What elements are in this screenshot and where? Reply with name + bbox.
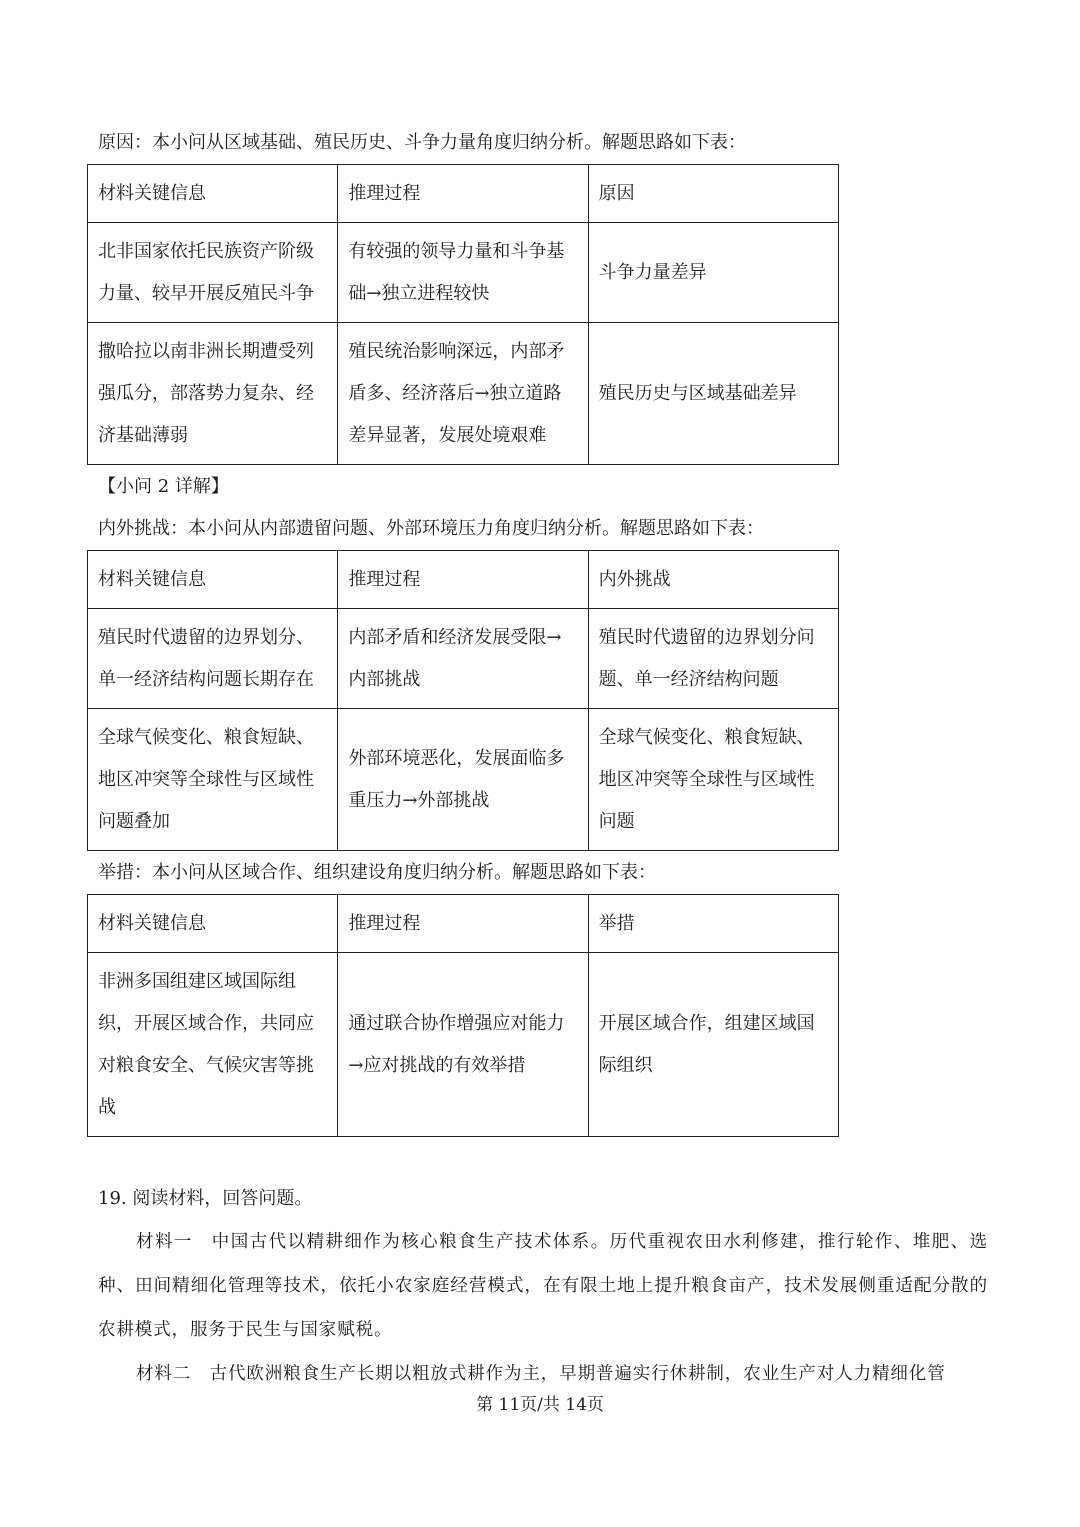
table-row [88, 323, 839, 465]
table-cell: 有较强的领导力量和斗争基础→独立进程较快 [338, 223, 588, 323]
q2-title: 【小问 2 详解】 [98, 476, 229, 497]
table-cell: 殖民统治影响深远，内部矛盾多、经济落后→独立道路差异显著，发展处境艰难 [338, 323, 588, 465]
table-cell: 全球气候变化、粮食短缺、地区冲突等全球性与区域性问题 [588, 709, 838, 851]
reason-intro: 原因：本小问从区域基础、殖民历史、斗争力量角度归纳分析。解题思路如下表： [98, 132, 746, 153]
table-header-row [88, 165, 839, 223]
measure-table [87, 894, 839, 1137]
table-header-row [88, 551, 839, 609]
challenge-intro: 内外挑战：本小问从内部遗留问题、外部环境压力角度归纳分析。解题思路如下表： [98, 518, 764, 539]
header-cell: 举措 [588, 895, 838, 953]
table-cell: 通过联合协作增强应对能力→应对挑战的有效举措 [338, 953, 588, 1137]
reason-table [87, 164, 839, 465]
measure-intro: 举措：本小问从区域合作、组织建设角度归纳分析。解题思路如下表： [98, 862, 656, 883]
table-cell: 撒哈拉以南非洲长期遭受列强瓜分，部落势力复杂、经济基础薄弱 [88, 323, 338, 465]
table-row [88, 953, 839, 1137]
table-cell: 殖民时代遗留的边界划分、单一经济结构问题长期存在 [88, 609, 338, 709]
table-cell: 开展区域合作，组建区域国际组织 [588, 953, 838, 1137]
header-cell: 内外挑战 [588, 551, 838, 609]
table-cell: 北非国家依托民族资产阶级力量、较早开展反殖民斗争 [88, 223, 338, 323]
header-cell: 材料关键信息 [88, 895, 338, 953]
header-cell: 推理过程 [338, 165, 588, 223]
question-19-title: 19. 阅读材料，回答问题。 [98, 1188, 313, 1209]
table-cell: 内部矛盾和经济发展受限→内部挑战 [338, 609, 588, 709]
header-cell: 推理过程 [338, 551, 588, 609]
table-row [88, 609, 839, 709]
challenge-table [87, 550, 839, 851]
table-cell: 非洲多国组建区域国际组织，开展区域合作，共同应对粮食安全、气候灾害等挑战 [88, 953, 338, 1137]
page-footer: 第 11页/共 14页 [476, 1395, 604, 1415]
table-row [88, 709, 839, 851]
table-header-row [88, 895, 839, 953]
table-cell: 殖民时代遗留的边界划分问题、单一经济结构问题 [588, 609, 838, 709]
header-cell: 材料关键信息 [88, 165, 338, 223]
table-row [88, 223, 839, 323]
material-one: 材料一 中国古代以精耕细作为核心粮食生产技术体系。历代重视农田水利修建，推行轮作、堆肥、选种、田间精细化管理等技术，依托小农家庭经营模式，在有限土地上提升粮食亩产，技术发展侧重适配分散的农耕模式，服务于民生与国家赋税。 [98, 1232, 988, 1340]
header-cell: 推理过程 [338, 895, 588, 953]
table-cell: 外部环境恶化，发展面临多重压力→外部挑战 [338, 709, 588, 851]
material-two: 材料二 古代欧洲粮食生产长期以粗放式耕作为主，早期普遍实行休耕制，农业生产对人力精细化管 [136, 1364, 946, 1384]
table-cell: 全球气候变化、粮食短缺、地区冲突等全球性与区域性问题叠加 [88, 709, 338, 851]
table-cell: 斗争力量差异 [588, 223, 838, 323]
header-cell: 材料关键信息 [88, 551, 338, 609]
header-cell: 原因 [588, 165, 838, 223]
table-cell: 殖民历史与区域基础差异 [588, 323, 838, 465]
